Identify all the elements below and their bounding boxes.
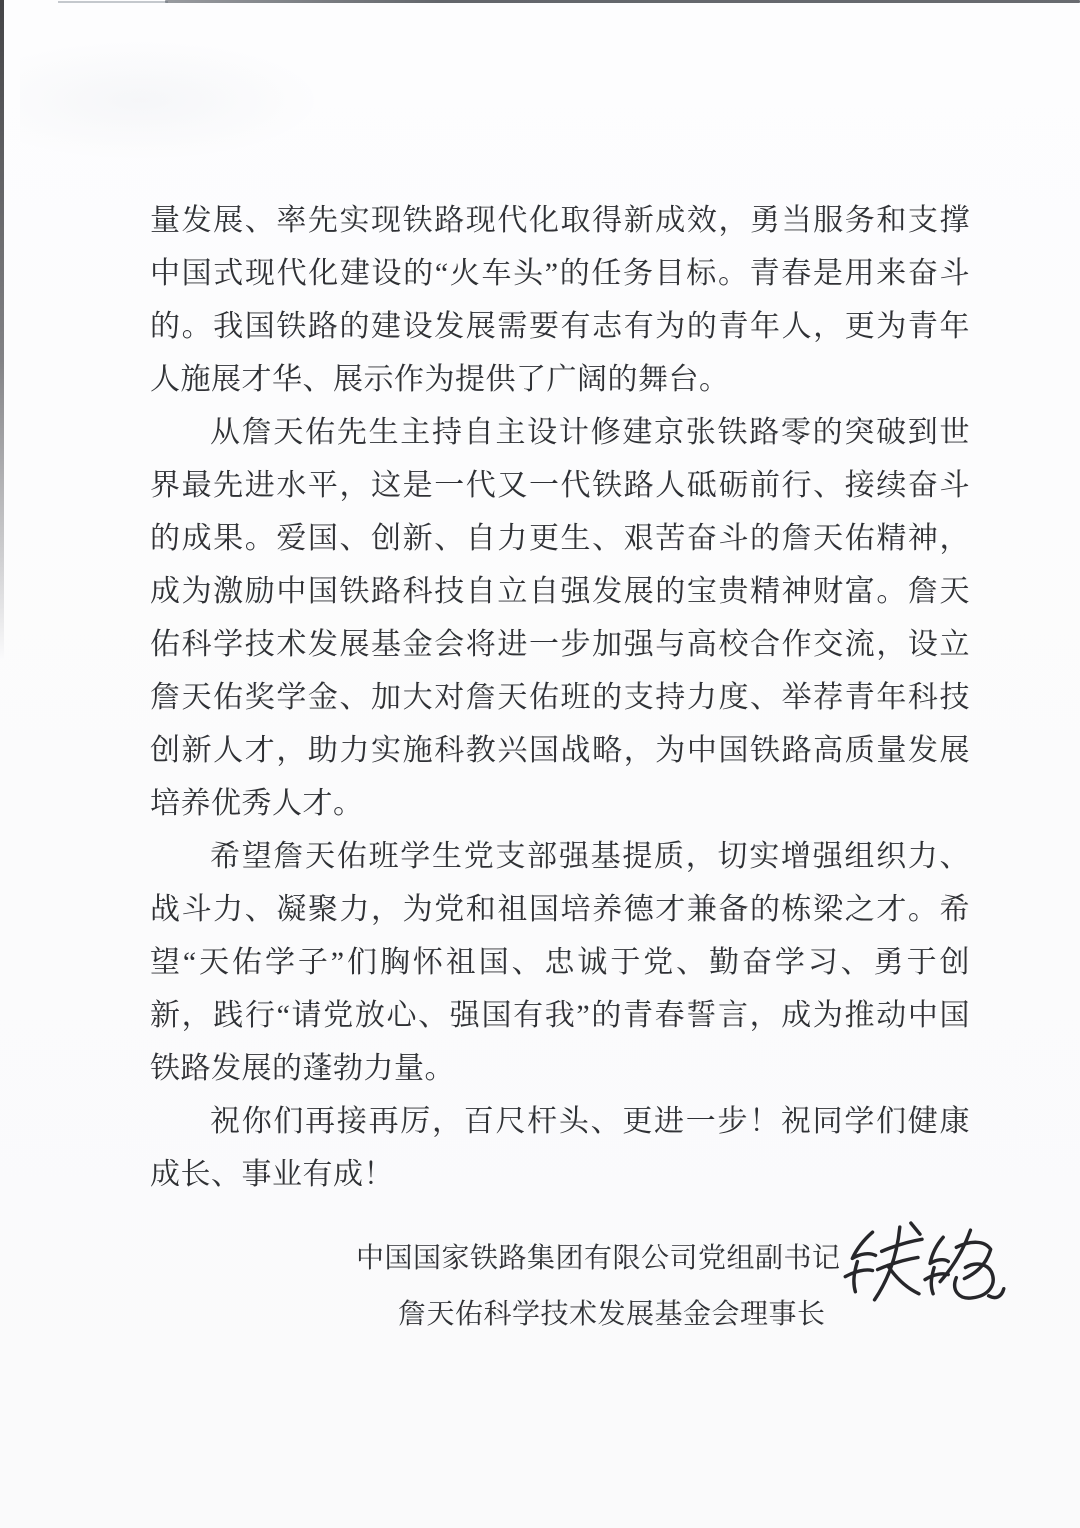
scan-edge-top-line-faint	[58, 1, 168, 3]
signer-title-line-2: 詹天佑科学技术发展基金会理事长	[398, 1299, 826, 1330]
body-paragraph: 从詹天佑先生主持自主设计修建京张铁路零的突破到世界最先进水平，这是一代又一代铁路人砥砺前行、接续奋斗的成果。爱国、创新、自力更生、艰苦奋斗的詹天佑精神，成为激励中国铁路科技自立自强发展的宝贵精神财富。詹天佑科学技术发展基金会将进一步加强与高校合作交流，设立詹天佑奖学金、加大对詹天佑班的支持力度、举荐青年科技创新人才，助力实施科教兴国战略，为中国铁路高质量发展培养优秀人才。	[150, 416, 970, 820]
scan-edge-left-line	[0, 0, 4, 660]
body-paragraph: 量发展、率先实现铁路现代化取得新成效，勇当服务和支撑中国式现代化建设的“火车头”的任务目标。青春是用来奋斗的。我国铁路的建设发展需要有志有为的青年人，更为青年人施展才华、展示作为提供了广阔的舞台。	[150, 204, 970, 396]
body-paragraph: 祝你们再接再厉，百尺杆头、更进一步！祝同学们健康成长、事业有成！	[150, 1105, 970, 1191]
scan-smudge	[20, 40, 320, 160]
scan-edge-top-line	[165, 0, 1080, 3]
body-paragraph: 希望詹天佑班学生党支部强基提质，切实增强组织力、战斗力、凝聚力，为党和祖国培养德才兼备的栋梁之才。希望“天佑学子”们胸怀祖国、忠诚于党、勤奋学习、勇于创新，践行“请党放心、强国有我”的青春誓言，成为推动中国铁路发展的蓬勃力量。	[150, 840, 970, 1085]
signer-title-line-1: 中国国家铁路集团有限公司党组副书记	[356, 1243, 841, 1274]
handwritten-signature	[836, 1212, 1008, 1318]
letter-body	[150, 194, 970, 1201]
